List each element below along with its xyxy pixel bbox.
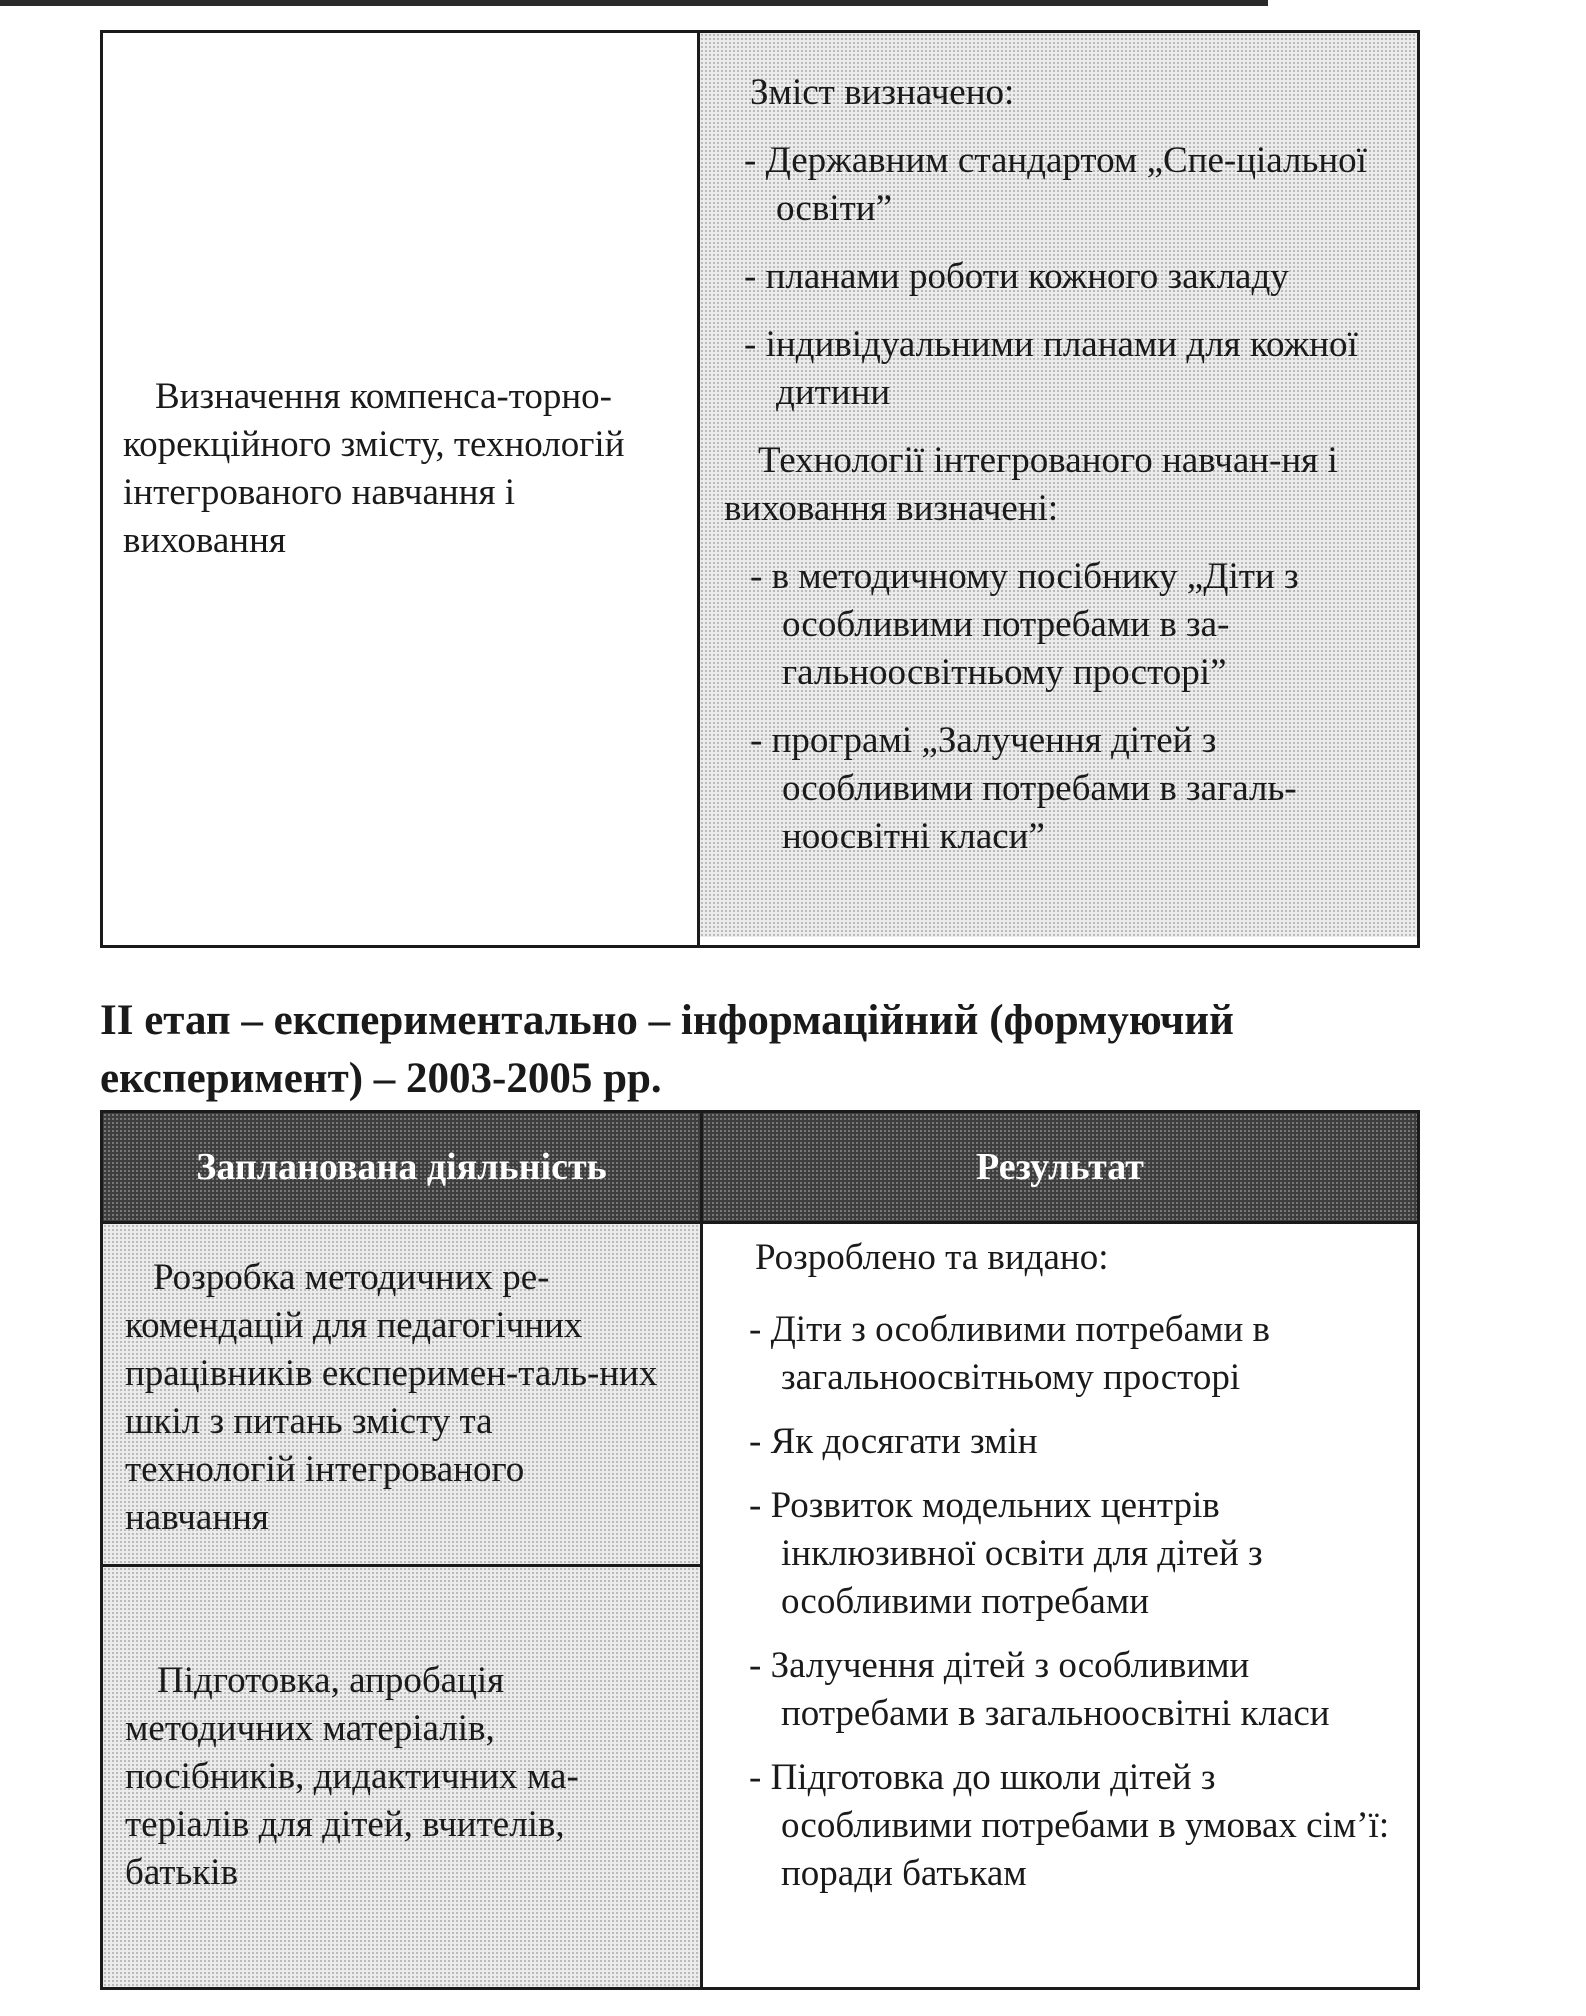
stage2-table: [100, 1110, 1420, 1990]
stage2-result-cell: [703, 1224, 1417, 1987]
stage2-activity-cell-2: [103, 1567, 700, 1987]
stage1-content-item: - планами роботи кожного закладу: [744, 256, 1289, 297]
stage1-tech-item: - в методичному посібнику „Діти з особливими потребами в за-гальноосвітньому просторі”: [750, 556, 1299, 693]
stage2-heading: ІІ етап – експериментально – інформаційний (формуючий експеримент) – 2003-2005 рр.: [100, 997, 1234, 1102]
stage1-content-item: - індивідуальними планами для кожної дитини: [744, 324, 1358, 413]
stage2-result-item: - Залучення дітей з особливими потребами в загальноосвітні класи: [749, 1645, 1330, 1734]
stage2-activity-text-1: Розробка методичних ре-комендацій для педагогічних працівників експеримен-таль-них шкіл з питань змісту та технологій інтегрованого навчання: [125, 1257, 658, 1538]
stage2-result-item: - Підготовка до школи дітей з особливими потребами в умовах сім’ї: поради батькам: [749, 1757, 1390, 1894]
stage1-activity-text: Визначення компенса-торно-корекційного змісту, технологій інтегрованого навчання і виховання: [123, 376, 625, 561]
stage1-tech-item: - програмі „Залучення дітей з особливими потребами в загаль-ноосвітні класи”: [750, 720, 1297, 857]
stage2-result-item: - Діти з особливими потребами в загальноосвітньому просторі: [749, 1309, 1270, 1398]
stage1-content-intro: Зміст визначено:: [750, 72, 1015, 113]
header-planned-activity: Запланована діяльність: [103, 1113, 700, 1221]
stage1-tech-intro: Технології інтегрованого навчан-ня і виховання визначені:: [724, 440, 1338, 529]
header-result: Результат: [703, 1113, 1417, 1221]
stage1-content-item: - Державним стандартом „Спе-ціальної освіти”: [744, 140, 1367, 229]
stage1-activity-cell: [103, 33, 697, 945]
top-rule: [0, 0, 1268, 6]
stage1-table: [100, 30, 1420, 948]
stage2-result-intro: Розроблено та видано:: [755, 1237, 1109, 1278]
stage2-activity-cell-1: [103, 1224, 700, 1564]
stage2-result-item: - Розвиток модельних центрів інклюзивної освіти для дітей з особливими потребами: [749, 1485, 1263, 1622]
stage2-activity-text-2: Підготовка, апробація методичних матеріалів, посібників, дидактичних ма-теріалів для дітей, вчителів, батьків: [125, 1660, 579, 1893]
stage2-result-item: - Як досягати змін: [749, 1421, 1038, 1462]
stage1-result-cell: [700, 33, 1417, 937]
